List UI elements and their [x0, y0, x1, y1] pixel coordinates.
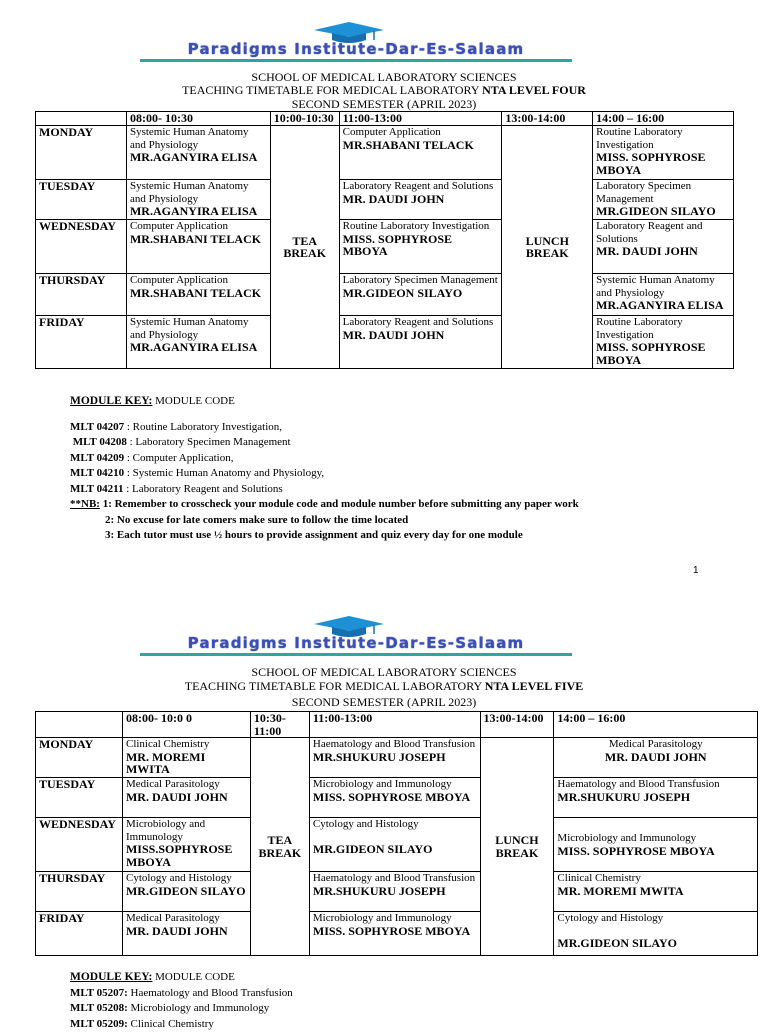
module-code: MLT 05207:	[70, 987, 128, 999]
module-key-heading	[70, 970, 293, 986]
module-name: Computer Application	[343, 126, 499, 139]
logo-underline	[140, 653, 572, 656]
module-key-item	[70, 482, 579, 498]
session-cell	[554, 818, 758, 872]
header-cell: 10:00-10:30	[270, 112, 339, 126]
session-cell	[126, 180, 270, 220]
session-cell	[554, 738, 758, 778]
header-cell	[36, 112, 127, 126]
tutor-name: MR.SHUKURU JOSEPH	[557, 791, 754, 804]
tutor-name: MR. DAUDI JOHN	[596, 245, 730, 258]
note-line	[70, 497, 579, 513]
session-cell	[122, 738, 250, 778]
tutor-name: MISS. SOPHYROSE MBOYA	[596, 341, 730, 366]
module-name: Laboratory Reagent and Solutions	[343, 316, 499, 329]
header-cell: 10:30- 11:00	[250, 712, 309, 738]
module-key-item	[70, 1001, 293, 1017]
session-cell	[554, 912, 758, 956]
module-code: MLT 04211	[70, 483, 124, 495]
day-cell: FRIDAY	[36, 912, 123, 956]
module-name: Laboratory Reagent and Solutions	[596, 220, 730, 245]
timetable-title	[0, 84, 768, 97]
tutor-name: MR.GIDEON SILAYO	[313, 843, 477, 856]
note-line	[70, 513, 579, 529]
module-name: Clinical Chemistry	[126, 738, 247, 751]
tutor-name: MISS. SOPHYROSE MBOYA	[313, 791, 477, 804]
nta-level: NTA LEVEL FOUR	[482, 83, 586, 97]
module-name: Microbiology and Immunology	[126, 818, 247, 843]
table-row	[36, 738, 758, 778]
tutor-name: MR. DAUDI JOHN	[343, 193, 499, 206]
tutor-name: MR. DAUDI JOHN	[557, 751, 754, 764]
module-title: : Routine Laboratory Investigation,	[124, 421, 282, 433]
lunch-break-cell: LUNCH BREAK	[480, 738, 554, 956]
header-cell: 13:00-14:00	[502, 112, 593, 126]
timetable-title-text: TEACHING TIMETABLE FOR MEDICAL LABORATORY	[185, 679, 485, 693]
day-cell: WEDNESDAY	[36, 220, 127, 274]
module-name: Clinical Chemistry	[557, 872, 754, 885]
module-name: Microbiology and Immunology	[557, 832, 754, 845]
day-cell: THURSDAY	[36, 872, 123, 912]
session-cell	[122, 778, 250, 818]
module-name: Computer Application	[130, 220, 267, 233]
module-code: MLT 05209:	[70, 1018, 128, 1030]
module-name: Medical Parasitology	[126, 778, 247, 791]
timetable-level-four	[35, 111, 734, 369]
module-code: MLT 04210	[70, 467, 124, 479]
tea-break-cell: TEA BREAK	[250, 738, 309, 956]
header-cell: 11:00-13:00	[309, 712, 480, 738]
module-code: MLT 05208:	[70, 1002, 128, 1014]
module-key-item	[70, 986, 293, 1002]
module-title: : Systemic Human Anatomy and Physiology,	[124, 467, 324, 479]
day-cell: FRIDAY	[36, 316, 127, 369]
module-name: Systemic Human Anatomy and Physiology	[130, 180, 267, 205]
tutor-name: MISS. SOPHYROSE MBOYA	[596, 151, 730, 176]
tutor-name: MR.AGANYIRA ELISA	[130, 151, 267, 164]
module-key-subtitle: MODULE CODE	[152, 395, 235, 407]
school-title: SCHOOL OF MEDICAL LABORATORY SCIENCES	[0, 71, 768, 84]
module-name: Laboratory Specimen Management	[596, 180, 730, 205]
module-name: Routine Laboratory Investigation	[343, 220, 499, 233]
day-cell: WEDNESDAY	[36, 818, 123, 872]
tutor-name: MR. MOREMI MWITA	[126, 751, 247, 776]
session-cell	[126, 316, 270, 369]
table-row	[36, 872, 758, 912]
table-row	[36, 912, 758, 956]
day-cell: MONDAY	[36, 738, 123, 778]
institute-logo	[136, 20, 576, 64]
tutor-name: MR. DAUDI JOHN	[126, 925, 247, 938]
session-cell	[309, 818, 480, 872]
tutor-name: MR.GIDEON SILAYO	[343, 287, 499, 300]
session-cell	[339, 126, 502, 180]
school-title: SCHOOL OF MEDICAL LABORATORY SCIENCES	[0, 666, 768, 679]
module-key-item	[70, 1017, 293, 1032]
session-cell	[126, 126, 270, 180]
header-cell: 13:00-14:00	[480, 712, 554, 738]
tutor-name: MR. DAUDI JOHN	[126, 791, 247, 804]
session-cell	[309, 912, 480, 956]
header-cell: 08:00- 10:30	[126, 112, 270, 126]
semester-label: SECOND SEMESTER (APRIL 2023)	[0, 98, 768, 111]
module-name: Haematology and Blood Transfusion	[313, 872, 477, 885]
nta-level: NTA LEVEL FIVE	[485, 679, 583, 693]
session-cell	[339, 220, 502, 274]
page-number: 1	[693, 565, 699, 576]
tutor-name: MR.SHABANI TELACK	[130, 233, 267, 246]
session-cell	[554, 778, 758, 818]
module-key-item	[70, 466, 579, 482]
table-row	[36, 778, 758, 818]
module-key-section	[70, 970, 293, 1032]
tutor-name: MR.SHUKURU JOSEPH	[313, 751, 477, 764]
tea-break-cell: TEA BREAK	[270, 126, 339, 369]
session-cell	[593, 126, 734, 180]
module-title: Clinical Chemistry	[128, 1018, 214, 1030]
logo-underline	[140, 59, 572, 62]
module-key-item	[70, 435, 579, 451]
table-row	[36, 180, 734, 220]
timetable-title	[0, 680, 768, 693]
table-row	[36, 818, 758, 872]
institute-logo	[136, 614, 576, 658]
module-key-label: MODULE KEY:	[70, 395, 152, 407]
module-title: : Laboratory Reagent and Solutions	[124, 483, 283, 495]
module-name: Systemic Human Anatomy and Physiology	[596, 274, 730, 299]
tutor-name: MR.GIDEON SILAYO	[557, 937, 754, 950]
module-name: Medical Parasitology	[557, 738, 754, 751]
module-name: Routine Laboratory Investigation	[596, 126, 730, 151]
module-name: Laboratory Reagent and Solutions	[343, 180, 499, 193]
tutor-name: MR.AGANYIRA ELISA	[130, 205, 267, 218]
module-name: Systemic Human Anatomy and Physiology	[130, 316, 267, 341]
header-cell: 11:00-13:00	[339, 112, 502, 126]
module-key-heading	[70, 394, 579, 410]
day-cell: MONDAY	[36, 126, 127, 180]
institute-name: Paradigms Institute-Dar-Es-Salaam	[136, 40, 576, 58]
institute-name: Paradigms Institute-Dar-Es-Salaam	[136, 634, 576, 652]
module-name: Medical Parasitology	[126, 912, 247, 925]
module-name: Haematology and Blood Transfusion	[557, 778, 754, 791]
note-text: 2: No excuse for late comers make sure to follow the time located	[105, 514, 408, 526]
module-title: : Computer Application,	[124, 452, 233, 464]
module-code: MLT 04207	[70, 421, 124, 433]
nb-label: **NB:	[70, 498, 100, 510]
tutor-name: MR.AGANYIRA ELISA	[596, 299, 730, 312]
session-cell	[309, 738, 480, 778]
day-cell: THURSDAY	[36, 274, 127, 316]
timetable-level-five	[35, 711, 758, 956]
module-name: Microbiology and Immunology	[313, 912, 477, 925]
tutor-name: MR.AGANYIRA ELISA	[130, 341, 267, 354]
module-title: Microbiology and Immunology	[128, 1002, 269, 1014]
module-key-section	[70, 394, 579, 544]
module-code: MLT 04208	[73, 436, 127, 448]
module-name: Haematology and Blood Transfusion	[313, 738, 477, 751]
module-name: Microbiology and Immunology	[313, 778, 477, 791]
table-row	[36, 126, 734, 180]
module-key-label: MODULE KEY:	[70, 971, 152, 983]
tutor-name: MR. MOREMI MWITA	[557, 885, 754, 898]
session-cell	[309, 778, 480, 818]
module-code: MLT 04209	[70, 452, 124, 464]
session-cell	[593, 274, 734, 316]
lunch-break-cell: LUNCH BREAK	[502, 126, 593, 369]
module-name: Laboratory Specimen Management	[343, 274, 499, 287]
session-cell	[593, 316, 734, 369]
module-key-item	[70, 420, 579, 436]
tutor-name: MR. DAUDI JOHN	[343, 329, 499, 342]
module-name: Cytology and Histology	[126, 872, 247, 885]
header-cell	[36, 712, 123, 738]
session-cell	[339, 316, 502, 369]
module-name: Systemic Human Anatomy and Physiology	[130, 126, 267, 151]
table-header-row	[36, 112, 734, 126]
module-title: Haematology and Blood Transfusion	[128, 987, 293, 999]
session-cell	[593, 220, 734, 274]
note-text: 1: Remember to crosscheck your module code and module number before submitting any paper work	[100, 498, 579, 510]
session-cell	[593, 180, 734, 220]
session-cell	[339, 180, 502, 220]
module-name: Cytology and Histology	[313, 818, 477, 831]
tutor-name: MR.SHABANI TELACK	[130, 287, 267, 300]
header-cell: 08:00- 10:0 0	[122, 712, 250, 738]
note-text: 3: Each tutor must use ½ hours to provide assignment and quiz every day for one module	[105, 529, 523, 541]
session-cell	[122, 912, 250, 956]
session-cell	[122, 872, 250, 912]
session-cell	[339, 274, 502, 316]
module-name: Routine Laboratory Investigation	[596, 316, 730, 341]
tutor-name: MISS. SOPHYROSE MBOYA	[313, 925, 477, 938]
semester-label: SECOND SEMESTER (APRIL 2023)	[0, 696, 768, 709]
tutor-name: MISS. SOPHYROSE MBOYA	[343, 233, 499, 258]
tutor-name: MR.GIDEON SILAYO	[596, 205, 730, 218]
table-row	[36, 274, 734, 316]
module-title: : Laboratory Specimen Management	[127, 436, 291, 448]
tutor-name: MISS.SOPHYROSE MBOYA	[126, 843, 247, 868]
session-cell	[554, 872, 758, 912]
table-row	[36, 316, 734, 369]
table-header-row	[36, 712, 758, 738]
tutor-name: MR.GIDEON SILAYO	[126, 885, 247, 898]
module-name: Cytology and Histology	[557, 912, 754, 925]
module-name: Computer Application	[130, 274, 267, 287]
module-key-item	[70, 451, 579, 467]
header-cell: 14:00 – 16:00	[593, 112, 734, 126]
session-cell	[126, 274, 270, 316]
table-row	[36, 220, 734, 274]
day-cell: TUESDAY	[36, 778, 123, 818]
tutor-name: MISS. SOPHYROSE MBOYA	[557, 845, 754, 858]
tutor-name: MR.SHABANI TELACK	[343, 139, 499, 152]
session-cell	[122, 818, 250, 872]
tutor-name: MR.SHUKURU JOSEPH	[313, 885, 477, 898]
module-key-subtitle: MODULE CODE	[152, 971, 235, 983]
session-cell	[309, 872, 480, 912]
note-line	[70, 528, 579, 544]
timetable-title-text: TEACHING TIMETABLE FOR MEDICAL LABORATORY	[182, 83, 482, 97]
session-cell	[126, 220, 270, 274]
day-cell: TUESDAY	[36, 180, 127, 220]
header-cell: 14:00 – 16:00	[554, 712, 758, 738]
